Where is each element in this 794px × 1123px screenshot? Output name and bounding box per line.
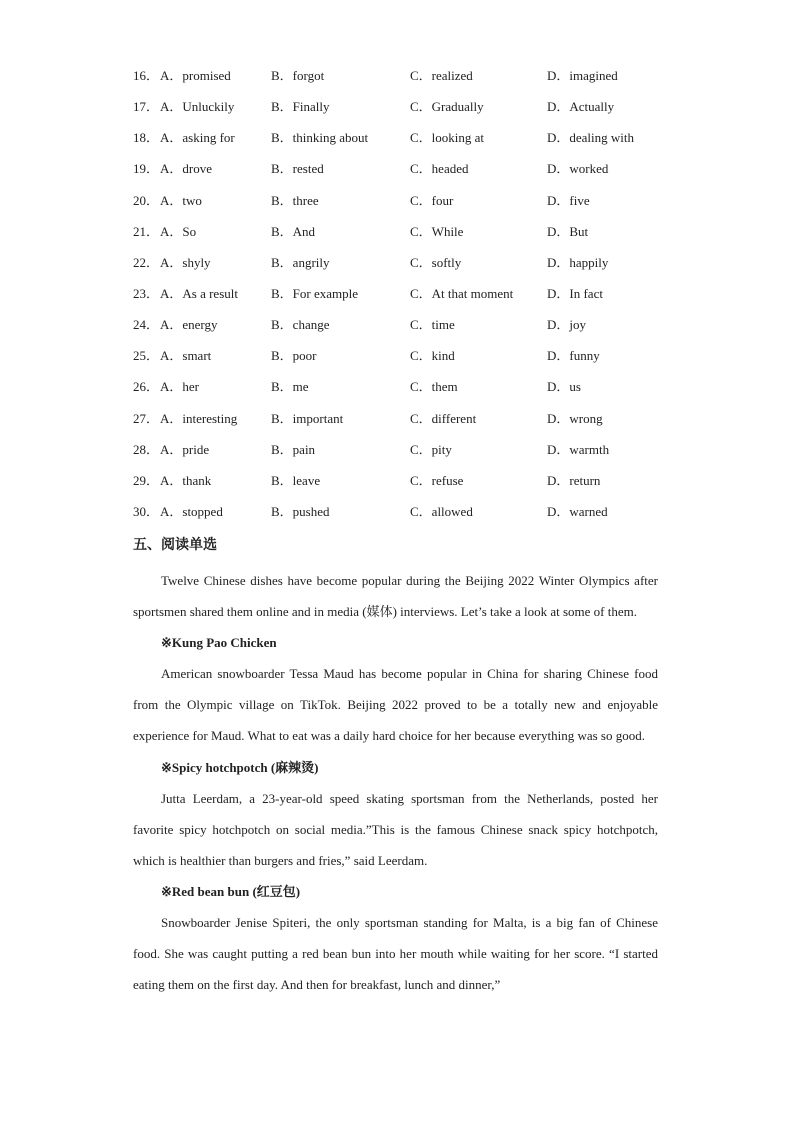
option-c: C．different [410,410,477,426]
option-a: A．energy [160,317,218,333]
question-row-24 [133,314,693,345]
option-c: C．looking at [410,130,485,146]
question-number: 26． [133,379,160,395]
question-number: 25． [133,348,160,364]
option-d: D．joy [547,317,587,333]
question-number: 21． [133,223,160,239]
option-b: B．important [271,410,344,426]
option-a: A．drove [160,161,212,177]
option-a: A．Unluckily [160,99,235,115]
passage-paragraph: American snowboarder Tessa Maud has become popular in China for sharing Chinese food from the Olympic village on TikTok. Beijing 2022 proved to be a totally new and enjoyable experience for Maud. What to eat was a daily hard choice for her because everything was so good. [133,666,658,744]
option-d: D．five [547,192,590,208]
question-row-30 [133,501,693,532]
option-d: D．warned [547,503,608,519]
question-number: 23． [133,285,160,301]
question-number: 20． [133,192,160,208]
option-c: C．pity [410,441,452,457]
option-a: A．promised [160,68,231,83]
question-number: 27． [133,410,160,426]
question-number: 16． [133,68,160,83]
option-c: C．At that moment [410,285,514,301]
option-c: C．refuse [410,472,464,488]
question-number: 28． [133,441,160,457]
option-d: D．dealing with [547,130,635,146]
option-a: A．stopped [160,503,223,519]
option-d: D．warmth [547,441,610,457]
option-b: B．For example [271,285,359,301]
passage-paragraph: Snowboarder Jenise Spiteri, the only sportsman standing for Malta, is a big fan of Chinese food. She was caught putting a red bean bun into her mouth while waiting for her score. “I started eating them on the first day. And then for breakfast, lunch and dinner,” [133,915,658,993]
option-c: C．time [410,317,455,333]
option-d: D．return [547,472,601,488]
option-c: C．them [410,379,458,395]
option-b: B．poor [271,348,317,364]
option-c: C．softly [410,254,462,270]
option-d: D．worked [547,161,609,177]
option-a: A．two [160,192,202,208]
option-b: B．three [271,192,319,208]
option-a: A．thank [160,472,212,488]
question-number: 19． [133,161,160,177]
option-c: C．realized [410,68,473,83]
dish-heading-hotchpotch: ※Spicy hotchpotch (麻辣烫) [161,759,319,775]
question-row-26 [133,376,693,407]
option-d: D．imagined [547,68,618,83]
question-row-28 [133,439,693,470]
option-a: A．asking for [160,130,235,146]
question-number: 18． [133,130,160,146]
option-c: C．allowed [410,503,473,519]
option-b: B．change [271,317,330,333]
option-d: D．Actually [547,99,615,115]
option-a: A．pride [160,441,210,457]
question-number: 22． [133,254,160,270]
section-title: 五、阅读单选 [133,537,217,553]
question-row-19 [133,158,693,189]
option-a: A．interesting [160,410,238,426]
option-d: D．In fact [547,285,603,301]
option-b: B．pain [271,441,316,457]
question-number: 24． [133,317,160,333]
question-row-29 [133,470,693,501]
option-b: B．angrily [271,254,330,270]
option-c: C．headed [410,161,469,177]
question-number: 17． [133,99,160,115]
dish-heading-kung-pao: ※Kung Pao Chicken [161,635,277,651]
option-a: A．shyly [160,254,211,270]
question-row-21 [133,221,693,252]
option-b: B．leave [271,472,321,488]
question-number: 29． [133,472,160,488]
option-a: A．So [160,223,197,239]
option-c: C．While [410,223,464,239]
option-b: B．rested [271,161,324,177]
option-c: C．Gradually [410,99,484,115]
question-row-27 [133,408,693,439]
passage-paragraph: Jutta Leerdam, a 23-year-old speed skating sportsman from the Netherlands, posted her favorite spicy hotchpotch on social media.”This is the famous Chinese snack spicy hotchpotch, which is healthier than burgers and fries,” said Leerdam. [133,790,658,868]
option-a: A．her [160,379,199,395]
option-a: A．As a result [160,285,238,301]
option-d: D．But [547,223,589,239]
option-b: B．Finally [271,99,330,115]
option-d: D．funny [547,348,600,364]
option-b: B．And [271,223,316,239]
reading-passage [133,565,658,1000]
option-b: B．thinking about [271,130,369,146]
question-row-25 [133,345,693,376]
option-d: D．us [547,379,581,395]
option-b: B．me [271,379,309,395]
question-row-17 [133,96,693,127]
option-d: D．happily [547,254,609,270]
question-row-22 [133,252,693,283]
option-b: B．pushed [271,503,330,519]
question-row-20 [133,190,693,221]
option-c: C．kind [410,348,455,364]
option-c: C．four [410,192,454,208]
question-row-18 [133,127,693,158]
question-row-16 [133,65,693,96]
option-d: D．wrong [547,410,603,426]
option-b: B．forgot [271,68,325,83]
answer-options-list [133,65,693,532]
passage-intro: Twelve Chinese dishes have become popular during the Beijing 2022 Winter Olympics after sportsmen shared them online and in media (媒体) interviews. Let’s take a look at some of them. [133,573,658,620]
question-number: 30． [133,503,160,519]
dish-heading-red-bean-bun: ※Red bean bun (红豆包) [161,883,301,899]
option-a: A．smart [160,348,212,364]
question-row-23 [133,283,693,314]
